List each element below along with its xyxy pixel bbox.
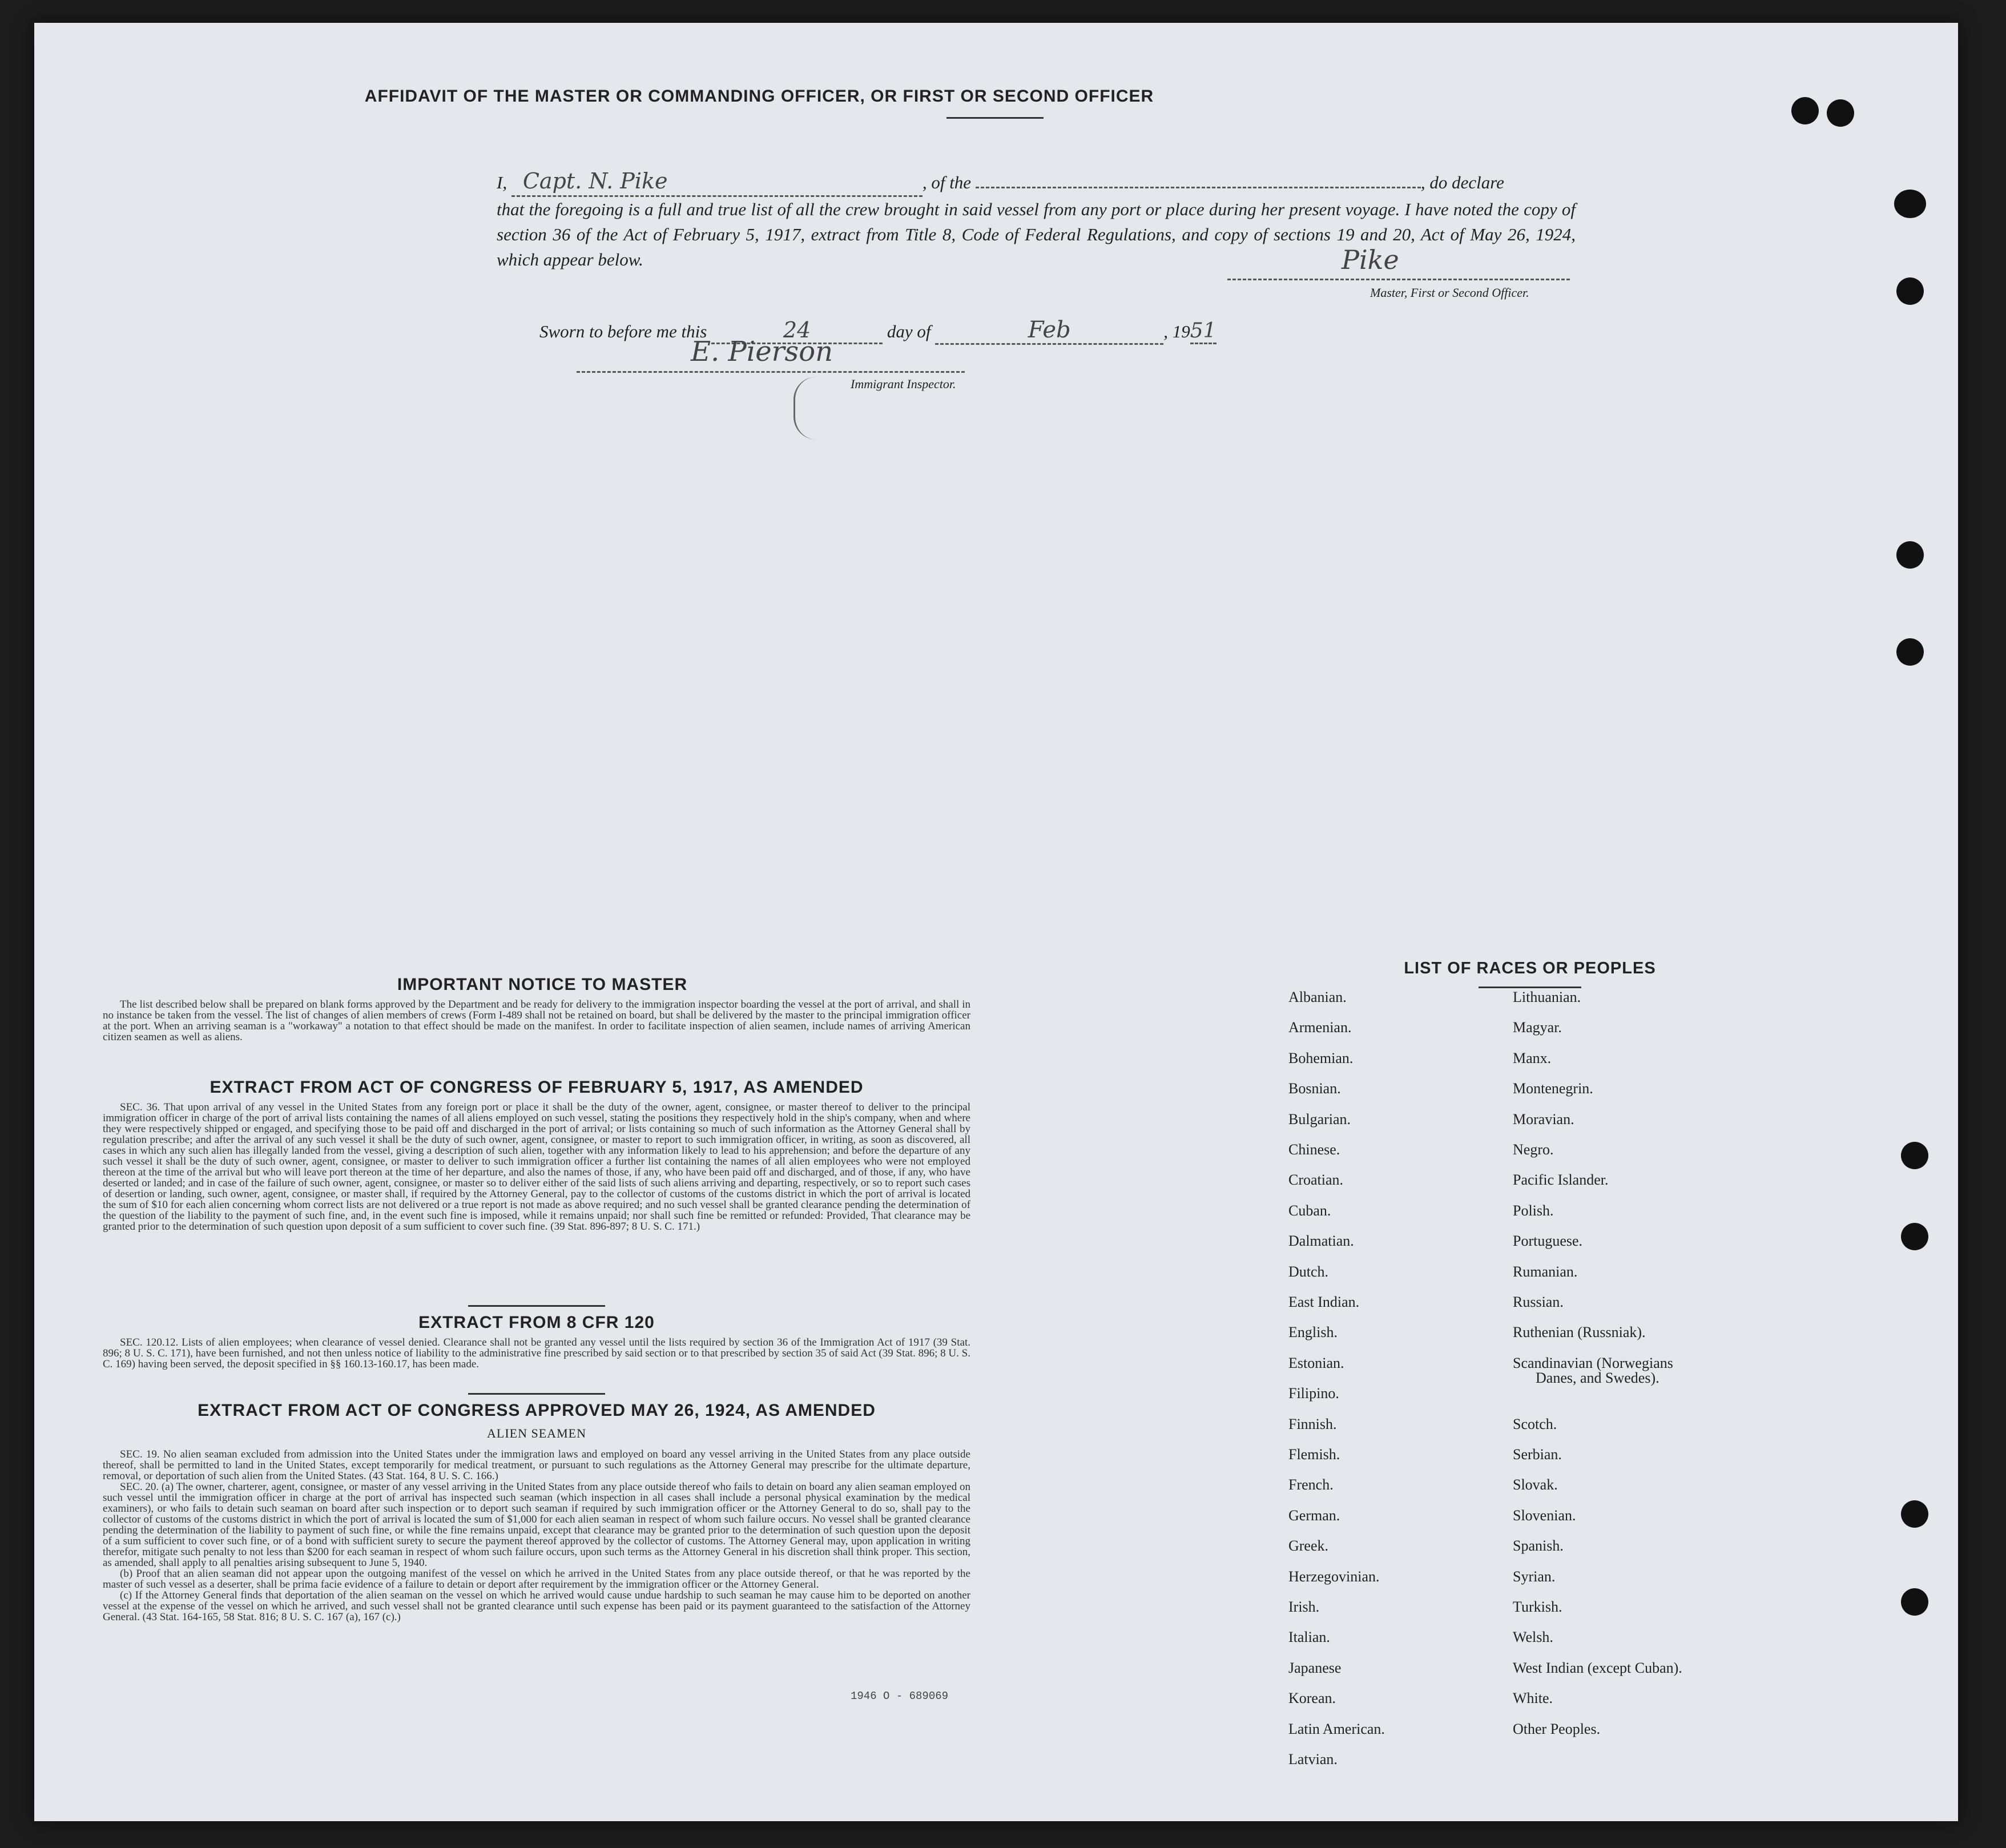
extract-cfr-title: EXTRACT FROM 8 CFR 120 xyxy=(418,1313,655,1332)
master-signature-line[interactable] xyxy=(1227,244,1570,280)
race-item: Spanish. xyxy=(1513,1537,1564,1555)
punch-hole xyxy=(1896,638,1924,666)
extract-1917-body: SEC. 36. That upon arrival of any vessel in the United States from any foreign port or place it shall be the duty of the owner, agent, consignee, or master thereof to deliver to the principal immigration officer in charge of the port of arrival lists containing the names of all aliens employed on such vessel, stating the positions they respectively hold in the ship's company, when and where they were respectively shipped or engaged, and specifying those to be paid off and discharged in the port of arrival; or lists containing so much of such information as the Attorney General shall by regulation prescribe; and after the arrival of any such vessel it shall be the duty of such owner, agent, consignee, or master to report to such immigration officer, in writing, as soon as discovered, all cases in which any such alien has illegally landed from the vessel, giving a description of such alien, together with any information likely to lead to his apprehension; and before the departure of any such vessel it shall be the duty of such owner, agent, consignee, or master to deliver to such immigration officer a further list containing the names of all alien employees who were not employed thereon at the time of the arrival but who will leave port thereon at the time of her departure, and also the names of those, if any, who have been paid off and discharged, and of those, if any, who have deserted or landed; and in case of the failure of such owner, agent, consignee, or master so to deliver either of the said lists of such aliens arriving and departing, respectively, or so to report such cases of desertion or landing, such owner, agent, consignee, or master shall, if required by the Attorney General, pay to the collector of customs of the customs district in which the port of arrival is located the sum of $10 for each alien concerning whom correct lists are not delivered or a true report is not made as above required; and no such vessel shall be granted clearance pending the determination of the question of the liability to the payment of such fine, and, in the event such fine is imposed, while it remains unpaid; nor shall such fine be remitted or refunded: Provided, That clearance may be granted prior to the determination of such question upon deposit of a sum sufficient to cover such fine. (39 Stat. 896-897; 8 U. S. C. 171.) xyxy=(103,1101,970,1233)
punch-hole xyxy=(1827,99,1854,127)
extract-cfr-body: SEC. 120.12. Lists of alien employees; when clearance of vessel denied. Clearance shall not be granted any vessel until the lists required by section 36 of the Immigration Act of 1917 (39 Stat. 896; 8 U. S. C. 171), have been furnished, and not then unless notice of liability to the administrative fine prescribed by said section or to that prescribed by section 35 of said Act (39 Stat. 896; 8 U. S. C. 169) having been served, the deposit specified in §§ 160.13-160.17, has been made. xyxy=(103,1336,970,1370)
race-item: Dutch. xyxy=(1288,1263,1329,1280)
race-item: Moravian. xyxy=(1513,1110,1574,1128)
race-item: East Indian. xyxy=(1288,1294,1360,1310)
race-item: Croatian. xyxy=(1288,1171,1344,1189)
race-item: Bosnian. xyxy=(1288,1080,1341,1097)
race-item: Welsh. xyxy=(1513,1629,1553,1646)
master-signature-handwriting: Pike xyxy=(1342,244,1399,275)
race-item: Slovenian. xyxy=(1513,1507,1576,1524)
i-label: I, xyxy=(497,172,507,192)
race-item: Serbian. xyxy=(1513,1446,1562,1463)
of-the-label: , of the xyxy=(922,172,972,192)
race-item: Irish. xyxy=(1288,1599,1320,1615)
race-item: Finnish. xyxy=(1288,1415,1337,1432)
race-item: French. xyxy=(1288,1476,1334,1493)
race-item: Polish. xyxy=(1513,1202,1554,1219)
vessel-name-field[interactable] xyxy=(976,187,1421,188)
punch-hole xyxy=(1901,1588,1928,1616)
punch-hole xyxy=(1901,1142,1928,1169)
notice-title: IMPORTANT NOTICE TO MASTER xyxy=(397,975,688,994)
extract-1917-title: EXTRACT FROM ACT OF CONGRESS OF FEBRUARY 5, 1917, AS AMENDED xyxy=(210,1078,864,1097)
race-item: Danes, and Swedes). xyxy=(1536,1369,1659,1386)
race-item: Russian. xyxy=(1513,1294,1564,1310)
race-item: Ruthenian (Russniak). xyxy=(1513,1324,1646,1341)
sworn-line: Sworn to before me this 24 day of Feb , 1951 xyxy=(539,317,1217,345)
month-handwriting: Feb xyxy=(1028,317,1071,343)
affidavit-statement xyxy=(497,168,1576,272)
race-item: White. xyxy=(1513,1690,1553,1707)
race-item: Rumanian. xyxy=(1513,1263,1578,1280)
officer-name-field[interactable] xyxy=(511,168,923,197)
extract-1924-body xyxy=(103,1449,970,1622)
race-item: Latin American. xyxy=(1288,1720,1385,1737)
race-item: Filipino. xyxy=(1288,1385,1339,1402)
punch-hole xyxy=(1901,1223,1928,1250)
section-19: SEC. 19. No alien seaman excluded from admission into the United States under the immigration laws and employed on board any vessel arriving in the United States from any place outside thereof, shall be permitted to land in the United States, except temporarily for medical treatment, or pursuant to such regulations as the Attorney General may prescribe for the ultimate departure, removal, or deportation of such alien from the United States. (43 Stat. 164, 8 U. S. C. 166.) xyxy=(103,1448,970,1482)
day-of-label: day of xyxy=(887,321,931,341)
race-item: English. xyxy=(1288,1324,1338,1341)
race-item: Manx. xyxy=(1513,1049,1552,1066)
race-item: Armenian. xyxy=(1288,1019,1352,1036)
race-item: Turkish. xyxy=(1513,1599,1562,1615)
extract-1924-subtitle: ALIEN SEAMEN xyxy=(487,1426,586,1440)
inspector-label: Immigrant Inspector. xyxy=(851,377,956,391)
extract-1924-title: EXTRACT FROM ACT OF CONGRESS APPROVED MAY 26, 1924, AS AMENDED xyxy=(198,1401,876,1420)
form-sheet xyxy=(34,23,1958,1821)
section-20b: (b) Proof that an alien seaman did not appear upon the outgoing manifest of the vessel on which he arrived in the United States from any place outside thereof, or that he was reported by the master of such vessel as a deserter, shall be prima facie evidence of a failure to detain or deport after requirement by the immigration officer or the Attorney General. xyxy=(103,1568,970,1591)
race-item: Syrian. xyxy=(1513,1568,1556,1585)
do-declare-label: , do declare xyxy=(1420,172,1504,192)
section-20a: SEC. 20. (a) The owner, charterer, agent, consignee, or master of any vessel arriving in the United States from any place outside thereof who fails to detain on board any alien seaman employed on such vessel until the immigration officer in charge at the port of arrival has inspected such seaman (which inspection in all cases shall include a personal physical examination by the medical examiners), or who fails to detain such seaman on board after such inspection or to deport such seaman if required by such immigration officer or the Attorney General to do so, shall pay to the collector of customs of the customs district in which the port of arrival is located the sum of $1,000 for each alien seaman in respect of whom such failure occurs. No vessel shall be granted clearance pending the determination of the liability to payment of such fine, or while the fine remains unpaid, except that clearance may be granted prior to the determination of such question upon the deposit of a sum sufficient to cover such fine, or of a bond with sufficient surety to secure the payment thereof approved by the collector of customs. The Attorney General may, upon application in writing therefor, mitigate such penalty to not less than $200 for each seaman in respect of whom such failure occurs, upon such terms as the Attorney General in his discretion shall think proper. This section, as amended, shall apply to all penalties arising subsequent to June 5, 1940. xyxy=(103,1481,970,1569)
race-item: Other Peoples. xyxy=(1513,1720,1601,1737)
master-officer-label: Master, First or Second Officer. xyxy=(1370,285,1529,300)
race-item: Chinese. xyxy=(1288,1141,1340,1158)
races-title-rule xyxy=(1479,987,1581,988)
race-item: Portuguese. xyxy=(1513,1233,1583,1250)
race-item: Montenegrin. xyxy=(1513,1080,1593,1097)
race-item: Dalmatian. xyxy=(1288,1233,1354,1250)
day-handwriting: 24 xyxy=(783,317,811,343)
race-item: German. xyxy=(1288,1507,1340,1524)
race-item: Scandinavian (Norwegians xyxy=(1513,1354,1673,1371)
race-item: Bohemian. xyxy=(1288,1049,1354,1066)
month-field[interactable] xyxy=(935,317,1163,345)
form-number: 1946 O - 689069 xyxy=(851,1690,949,1702)
race-item: Cuban. xyxy=(1288,1202,1331,1219)
race-item: Slovak. xyxy=(1513,1476,1558,1493)
declaration-line xyxy=(497,168,1576,197)
inspector-signature-handwriting: E. Pierson xyxy=(691,336,833,368)
race-item: Bulgarian. xyxy=(1288,1110,1351,1128)
year-prefix: 19 xyxy=(1172,321,1190,341)
notice-body: The list described below shall be prepared on blank forms approved by the Department and be ready for delivery to the immigration inspector boarding the vessel at the port of arrival, and shall in no instance be taken from the vessel. The list of changes of alien members of crews (Form I-489 shall not be retained on board, but shall be delivered by the master to the principal immigration officer at the port. When an arriving seaman is a "workaway" a notation to that effect should be made on the manifest. In order to facilitate inspection of alien seamen, include names of arriving American citizen seamen as well as aliens. xyxy=(103,999,970,1043)
punch-hole xyxy=(1894,190,1926,218)
race-item: Scotch. xyxy=(1513,1415,1557,1432)
race-item: Italian. xyxy=(1288,1629,1330,1646)
race-item: Korean. xyxy=(1288,1690,1336,1707)
affidavit-heading: AFFIDAVIT OF THE MASTER OR COMMANDING OFFICER, OR FIRST OR SECOND OFFICER xyxy=(364,87,1154,106)
race-item: Lithuanian. xyxy=(1513,989,1581,1005)
punch-hole xyxy=(1896,541,1924,569)
heading-rule xyxy=(946,117,1044,119)
race-item: West Indian (except Cuban). xyxy=(1513,1659,1682,1676)
punch-hole xyxy=(1791,97,1819,124)
race-item: Pacific Islander. xyxy=(1513,1171,1609,1189)
affidavit-body: that the foregoing is a full and true list of all the crew brought in said vessel from any port or place during her present voyage. I have noted the copy of section 36 of the Act of February 5, 1917, extract from Title 8, Code of Federal Regulations, and copy of sections 19 and 20, Act of May 26, 1924, which appear below. xyxy=(497,199,1576,269)
punch-hole xyxy=(1896,277,1924,305)
inspector-signature-line[interactable] xyxy=(577,336,965,373)
race-item: Japanese xyxy=(1288,1659,1342,1676)
punch-hole xyxy=(1901,1500,1928,1528)
race-item: Flemish. xyxy=(1288,1446,1340,1463)
race-item: Greek. xyxy=(1288,1537,1329,1555)
race-item: Latvian. xyxy=(1288,1751,1338,1768)
year-handwriting[interactable]: 51 xyxy=(1190,319,1217,344)
section-rule xyxy=(468,1393,605,1395)
race-item: Estonian. xyxy=(1288,1354,1344,1371)
races-title: LIST OF RACES OR PEOPLES xyxy=(1404,959,1656,977)
section-20c: (c) If the Attorney General finds that deportation of the alien seaman on the vessel on which he arrived would cause undue hardship to such seaman he may cause him to be deported on another vessel at the expense of the vessel on which he arrived, and such vessel shall not be granted clearance until such expense has been paid or its payment guaranteed to the satisfaction of the Attorney General. (43 Stat. 164-165, 58 Stat. 816; 8 U. S. C. 167 (a), 167 (c).) xyxy=(103,1589,970,1623)
race-item: Albanian. xyxy=(1288,989,1347,1005)
officer-name-handwriting: Capt. N. Pike xyxy=(522,168,668,194)
sworn-prefix: Sworn to before me this xyxy=(539,321,707,341)
race-item: Negro. xyxy=(1513,1141,1554,1158)
race-item: Herzegovinian. xyxy=(1288,1568,1380,1585)
section-rule xyxy=(468,1305,605,1307)
race-item: Magyar. xyxy=(1513,1019,1562,1036)
signature-flourish xyxy=(793,377,818,440)
